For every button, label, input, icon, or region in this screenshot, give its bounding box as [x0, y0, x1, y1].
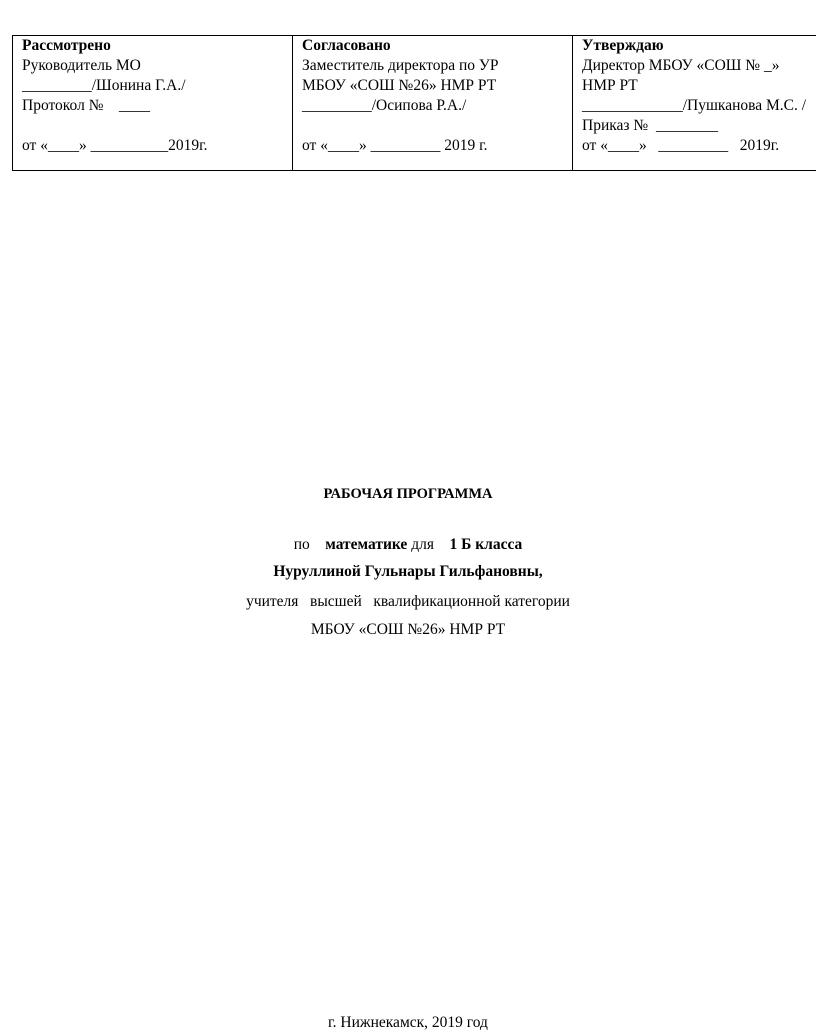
teacher-name: Нуруллиной Гульнары Гильфановны,: [273, 563, 543, 580]
agreed-line: МБОУ «СОШ №26» НМР РТ: [302, 77, 497, 94]
agreed-line: Заместитель директора по УР: [302, 57, 499, 74]
approved-line: НМР РТ: [582, 77, 638, 94]
reviewed-line: Руководитель МО: [22, 57, 141, 74]
agreed-line: _________/Осипова Р.А./: [302, 97, 467, 114]
subject-for-word: для: [407, 536, 450, 553]
approval-agreed-cell: [293, 36, 573, 171]
reviewed-date-line: от «____» __________2019г.: [22, 137, 208, 154]
agreed-heading: Согласовано: [302, 37, 391, 54]
approved-line: Директор МБОУ «СОШ № _»: [582, 57, 780, 74]
reviewed-heading: Рассмотрено: [22, 37, 111, 54]
city-year: г. Нижнекамск, 2019 год: [328, 1014, 488, 1031]
approval-table: [12, 35, 816, 171]
approved-heading: Утверждаю: [582, 37, 664, 54]
subject-line: [0, 536, 816, 554]
approval-approved-cell: [573, 36, 816, 171]
approval-reviewed-cell: [13, 36, 293, 171]
subject-name: математике: [325, 536, 408, 553]
school-name: МБОУ «СОШ №26» НМР РТ: [310, 621, 506, 638]
reviewed-line: _________/Шонина Г.А./: [22, 77, 186, 94]
approved-line: Приказ № ________: [582, 117, 718, 134]
reviewed-line: Протокол № ____: [22, 97, 150, 114]
document-title: РАБОЧАЯ ПРОГРАММА: [323, 486, 493, 502]
class-name: 1 Б класса: [449, 536, 523, 553]
approved-date-line: от «____» _________ 2019г.: [582, 137, 780, 154]
agreed-date-line: от «____» _________ 2019 г.: [302, 137, 488, 154]
teacher-category: учителя высшей квалификационной категории: [246, 593, 570, 610]
approved-line: _____________/Пушканова М.С. /: [582, 97, 807, 114]
subject-prefix: по: [293, 536, 326, 553]
